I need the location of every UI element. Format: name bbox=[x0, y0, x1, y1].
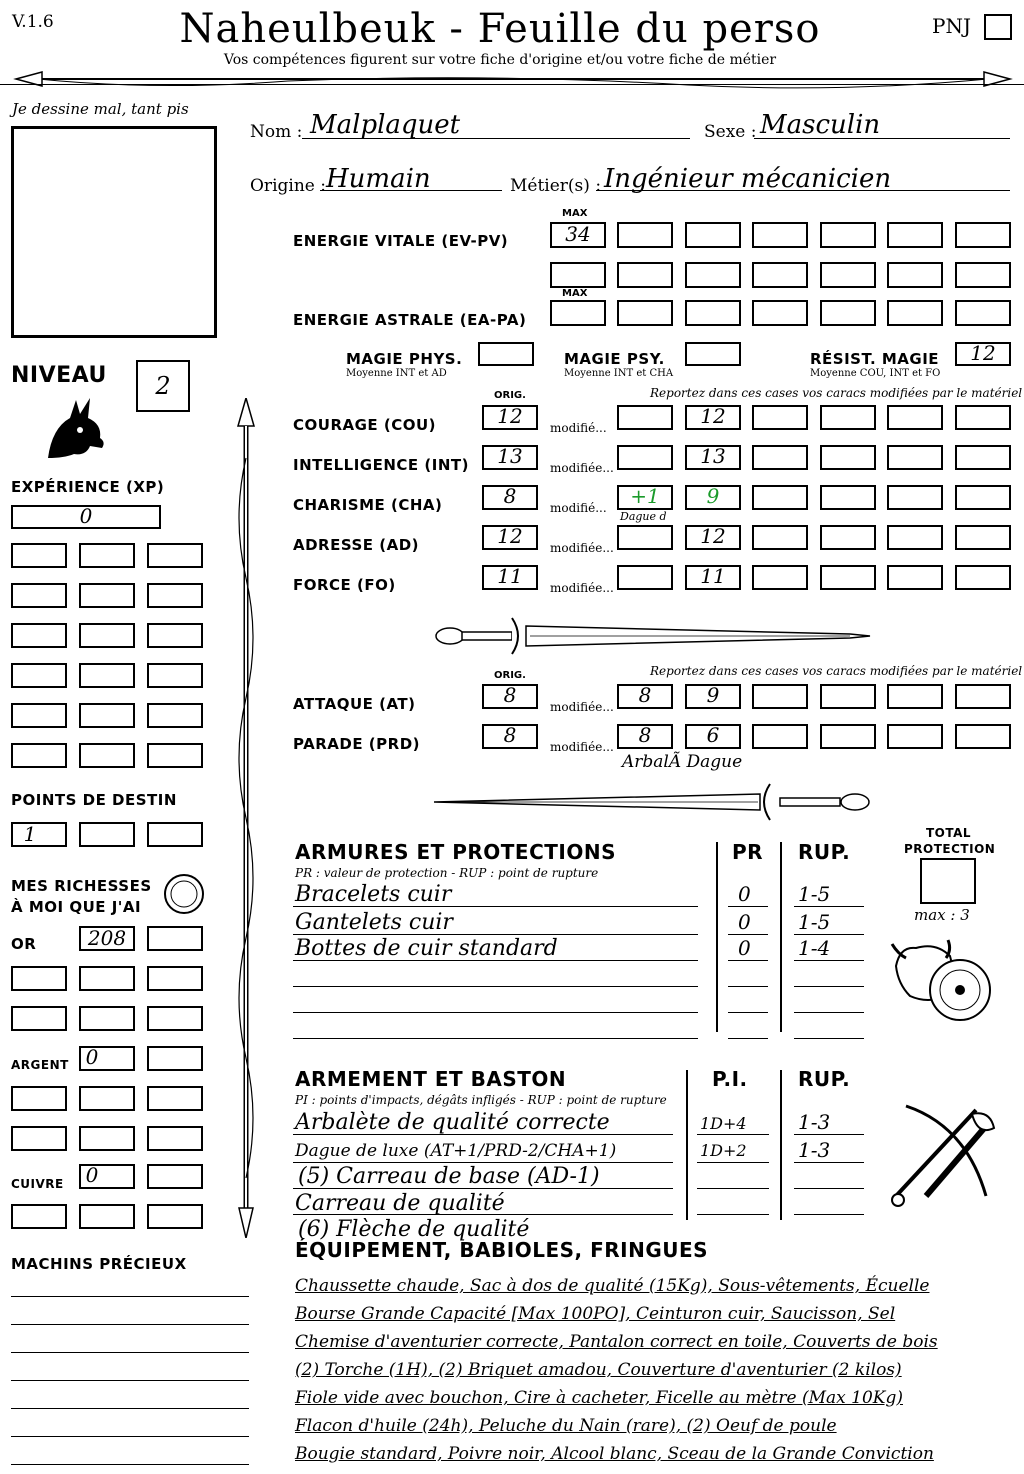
arme-name[interactable]: (6) Flèche de qualité bbox=[298, 1217, 530, 1242]
niveau-box[interactable] bbox=[136, 360, 190, 412]
ea-max-box[interactable] bbox=[550, 300, 606, 326]
carac-mod-label: modifiée... bbox=[550, 581, 614, 595]
parade-label: PARADE (PRD) bbox=[293, 735, 421, 753]
argent-box[interactable] bbox=[147, 1046, 203, 1071]
carac-box[interactable] bbox=[752, 565, 808, 590]
carac-value: 11 bbox=[700, 564, 726, 588]
armure-line bbox=[728, 906, 768, 907]
total-protection-box[interactable] bbox=[920, 858, 976, 904]
xp-cell[interactable] bbox=[147, 703, 203, 728]
xp-label: EXPÉRIENCE (XP) bbox=[11, 478, 165, 496]
attaque-box[interactable] bbox=[820, 684, 876, 709]
spear-icon bbox=[226, 398, 266, 1238]
or-label: OR bbox=[11, 935, 37, 953]
xp-cell[interactable] bbox=[11, 623, 67, 648]
portrait-box[interactable] bbox=[11, 126, 217, 338]
carac-label: ADRESSE (AD) bbox=[293, 536, 420, 554]
attaque-mod-value: 8 bbox=[638, 683, 652, 707]
argent-box[interactable] bbox=[11, 1126, 67, 1151]
armures-pr-label: PR bbox=[732, 840, 764, 864]
resist-magie-box[interactable] bbox=[955, 342, 1011, 366]
cuivre-label: CUIVRE bbox=[11, 1177, 64, 1191]
carac-box[interactable] bbox=[887, 565, 943, 590]
origine-value[interactable]: Humain bbox=[326, 164, 431, 194]
metier-value[interactable]: Ingénieur mécanicien bbox=[604, 164, 892, 194]
carac-box[interactable] bbox=[685, 525, 741, 550]
niveau-value: 2 bbox=[155, 372, 171, 400]
attaque-orig-value: 8 bbox=[503, 683, 517, 707]
arme-line bbox=[697, 1134, 769, 1135]
armure-rup[interactable]: 1-5 bbox=[798, 882, 831, 906]
xp-cell[interactable] bbox=[147, 623, 203, 648]
magie-phys-label: MAGIE PHYS. bbox=[346, 350, 463, 368]
ea-box[interactable] bbox=[685, 300, 741, 326]
caracs-report-note: Reportez dans ces cases vos caracs modifiées par le matériel bbox=[650, 386, 1023, 400]
ea-box[interactable] bbox=[955, 300, 1011, 326]
carac-box[interactable] bbox=[955, 445, 1011, 470]
parade-mod-value: 8 bbox=[638, 723, 652, 747]
armure-line bbox=[794, 934, 864, 935]
carac-value: 13 bbox=[700, 444, 726, 468]
metier-label: Métier(s) : bbox=[510, 176, 602, 196]
or-box[interactable] bbox=[147, 926, 203, 951]
armure-line[interactable] bbox=[728, 1012, 768, 1013]
armure-name[interactable]: Gantelets cuir bbox=[295, 910, 453, 935]
sword-icon bbox=[430, 780, 875, 824]
xp-cell[interactable] bbox=[147, 583, 203, 608]
armement-divider bbox=[780, 1070, 782, 1220]
carac-value: 12 bbox=[700, 404, 726, 428]
ev-box[interactable] bbox=[685, 222, 741, 248]
ea-max-label: MAX bbox=[562, 288, 588, 299]
argent-box[interactable] bbox=[147, 1086, 203, 1111]
carac-box[interactable] bbox=[820, 565, 876, 590]
xp-cell[interactable] bbox=[79, 663, 135, 688]
total-label-1: TOTAL bbox=[926, 826, 972, 840]
xp-cell[interactable] bbox=[11, 583, 67, 608]
armure-pr[interactable]: 0 bbox=[738, 936, 751, 960]
cuivre-box[interactable] bbox=[147, 1204, 203, 1229]
ev-box[interactable] bbox=[617, 222, 673, 248]
armures-rup-label: RUP. bbox=[798, 840, 851, 864]
combat-orig-label: ORIG. bbox=[494, 670, 526, 681]
or-value: 208 bbox=[87, 926, 127, 950]
xp-cell[interactable] bbox=[11, 743, 67, 768]
carac-mod-label: modifiée... bbox=[550, 541, 614, 555]
or-box[interactable] bbox=[11, 966, 67, 991]
xp-cell[interactable] bbox=[147, 663, 203, 688]
cuivre-box[interactable] bbox=[11, 1204, 67, 1229]
ev-box[interactable] bbox=[820, 262, 876, 288]
parade-orig-value: 8 bbox=[503, 723, 517, 747]
carac-label: FORCE (FO) bbox=[293, 576, 396, 594]
armure-pr[interactable]: 0 bbox=[738, 910, 751, 934]
parade-mod-label: modifiée... bbox=[550, 740, 614, 754]
sexe-label: Sexe : bbox=[704, 122, 757, 142]
carac-orig-value: 8 bbox=[503, 484, 517, 508]
crossed-weapons-icon bbox=[886, 1096, 1006, 1216]
carac-mod-label: modifié... bbox=[550, 421, 607, 435]
cuivre-box[interactable] bbox=[147, 1164, 203, 1189]
nom-line bbox=[302, 138, 690, 139]
attaque-mod-label: modifiée... bbox=[550, 700, 614, 714]
resist-magie-label: RÉSIST. MAGIE bbox=[810, 350, 940, 368]
caracs-orig-label: ORIG. bbox=[494, 390, 526, 401]
argent-box[interactable] bbox=[79, 1086, 135, 1111]
parade-box[interactable] bbox=[887, 724, 943, 749]
xp-cell[interactable] bbox=[79, 543, 135, 568]
arme-line bbox=[697, 1188, 769, 1189]
armure-line bbox=[794, 960, 864, 961]
machins-line[interactable] bbox=[11, 1352, 249, 1353]
carac-mod-box[interactable] bbox=[617, 485, 673, 510]
arme-line bbox=[293, 1214, 673, 1215]
arme-line bbox=[697, 1214, 769, 1215]
carac-mod-box[interactable] bbox=[617, 445, 673, 470]
xp-value: 0 bbox=[79, 504, 93, 528]
xp-cell[interactable] bbox=[79, 703, 135, 728]
origine-label: Origine : bbox=[250, 176, 326, 196]
equipement-line[interactable]: Fiole vide avec bouchon, Cire à cacheter, Ficelle au mètre (Max 10Kg) bbox=[295, 1388, 903, 1408]
top-rule bbox=[0, 84, 1024, 85]
total-max-label: max : 3 bbox=[914, 906, 970, 924]
combat-report-note: Reportez dans ces cases vos caracs modifiées par le matériel bbox=[650, 664, 1023, 678]
xp-cell[interactable] bbox=[11, 543, 67, 568]
magie-phys-sub: Moyenne INT et AD bbox=[346, 368, 447, 379]
pnj-checkbox[interactable] bbox=[984, 14, 1012, 40]
machins-line[interactable] bbox=[11, 1436, 249, 1437]
sword-icon bbox=[430, 614, 875, 658]
xp-cell[interactable] bbox=[79, 623, 135, 648]
carac-box[interactable] bbox=[887, 485, 943, 510]
or-box[interactable] bbox=[79, 1006, 135, 1031]
arme-line bbox=[293, 1134, 673, 1135]
armure-line bbox=[293, 934, 698, 935]
dragon-icon bbox=[40, 392, 106, 464]
carac-orig-box[interactable] bbox=[482, 445, 538, 470]
magie-psy-box[interactable] bbox=[685, 342, 741, 366]
carac-box[interactable] bbox=[820, 445, 876, 470]
equipement-line[interactable]: Bougie standard, Poivre noir, Alcool blanc, Sceau de la Grande Conviction bbox=[295, 1444, 934, 1464]
equipement-line[interactable]: Chaussette chaude, Sac à dos de qualité (15Kg), Sous-vêtements, Écuelle bbox=[295, 1276, 930, 1296]
ev-max-label: MAX bbox=[562, 208, 588, 219]
argent-box[interactable] bbox=[79, 1126, 135, 1151]
carac-box[interactable] bbox=[820, 405, 876, 430]
armement-sub: PI : points d'impacts, dégâts infligés - RUP : point de rupture bbox=[295, 1093, 667, 1107]
ev-box[interactable] bbox=[955, 262, 1011, 288]
carac-box[interactable] bbox=[685, 405, 741, 430]
destin-value: 1 bbox=[23, 822, 37, 846]
carac-mod-box[interactable] bbox=[617, 565, 673, 590]
version-label: V.1.6 bbox=[12, 12, 54, 32]
attaque-orig-box[interactable] bbox=[482, 684, 538, 709]
arme-line bbox=[697, 1162, 769, 1163]
origine-line bbox=[320, 190, 502, 191]
total-label-2: PROTECTION bbox=[904, 842, 996, 856]
ev-box[interactable] bbox=[550, 262, 606, 288]
armure-line[interactable] bbox=[293, 1038, 698, 1039]
carac-mod-label: modifiée... bbox=[550, 461, 614, 475]
resist-magie-value: 12 bbox=[970, 341, 996, 365]
equipement-title: ÉQUIPEMENT, BABIOLES, FRINGUES bbox=[295, 1238, 709, 1262]
arme-name[interactable]: Arbalète de qualité correcte bbox=[295, 1110, 610, 1135]
spear-divider-icon bbox=[8, 66, 1018, 92]
combat-note: ArbalÃ Dague bbox=[622, 752, 743, 772]
destin-label: POINTS DE DESTIN bbox=[11, 791, 177, 809]
machins-line[interactable] bbox=[11, 1380, 249, 1381]
magie-phys-box[interactable] bbox=[478, 342, 534, 366]
attaque-box[interactable] bbox=[887, 684, 943, 709]
armure-line bbox=[794, 906, 864, 907]
carac-box[interactable] bbox=[820, 525, 876, 550]
machins-label: MACHINS PRÉCIEUX bbox=[11, 1255, 187, 1273]
attaque-box[interactable] bbox=[685, 684, 741, 709]
ev-box[interactable] bbox=[887, 262, 943, 288]
carac-box[interactable] bbox=[685, 485, 741, 510]
xp-cell[interactable] bbox=[11, 703, 67, 728]
armure-name[interactable]: Bottes de cuir standard bbox=[295, 936, 558, 961]
ea-box[interactable] bbox=[887, 300, 943, 326]
attaque-label: ATTAQUE (AT) bbox=[293, 695, 416, 713]
parade-mod-box[interactable] bbox=[617, 724, 673, 749]
equipement-line[interactable]: Chemise d'aventurier correcte, Pantalon correct en toile, Couverts de bois bbox=[295, 1332, 938, 1352]
armure-line[interactable] bbox=[728, 1038, 768, 1039]
argent-box[interactable] bbox=[79, 1046, 135, 1071]
armures-title: ARMURES ET PROTECTIONS bbox=[295, 840, 616, 864]
carac-box[interactable] bbox=[887, 405, 943, 430]
attaque-mod-box[interactable] bbox=[617, 684, 673, 709]
carac-box[interactable] bbox=[955, 525, 1011, 550]
argent-box[interactable] bbox=[147, 1126, 203, 1151]
destin-box[interactable] bbox=[11, 822, 67, 847]
parade-box[interactable] bbox=[752, 724, 808, 749]
armures-sub: PR : valeur de protection - RUP : point de rupture bbox=[295, 866, 599, 880]
nom-label: Nom : bbox=[250, 122, 303, 142]
xp-cell[interactable] bbox=[79, 743, 135, 768]
attaque-box[interactable] bbox=[752, 684, 808, 709]
cha-note: Dague d bbox=[620, 510, 667, 523]
carac-box[interactable] bbox=[955, 485, 1011, 510]
carac-box[interactable] bbox=[685, 565, 741, 590]
carac-box[interactable] bbox=[955, 405, 1011, 430]
arme-name[interactable]: Dague de luxe (AT+1/PRD-2/CHA+1) bbox=[295, 1141, 617, 1161]
pnj-label: PNJ bbox=[932, 14, 971, 38]
arme-name[interactable]: (5) Carreau de base (AD-1) bbox=[298, 1164, 600, 1189]
ea-box[interactable] bbox=[820, 300, 876, 326]
arme-line bbox=[293, 1162, 673, 1163]
or-box[interactable] bbox=[147, 1006, 203, 1031]
carac-mod-value: +1 bbox=[630, 484, 660, 508]
cuivre-box[interactable] bbox=[79, 1164, 135, 1189]
metier-line bbox=[596, 190, 1010, 191]
coin-icon bbox=[162, 872, 206, 916]
carac-orig-box[interactable] bbox=[482, 485, 538, 510]
carac-label: CHARISME (CHA) bbox=[293, 496, 443, 514]
carac-orig-box[interactable] bbox=[482, 565, 538, 590]
carac-label: INTELLIGENCE (INT) bbox=[293, 456, 469, 474]
armure-line[interactable] bbox=[794, 1012, 864, 1013]
armure-rup[interactable]: 1-4 bbox=[798, 936, 831, 960]
destin-box[interactable] bbox=[79, 822, 135, 847]
portrait-caption: Je dessine mal, tant pis bbox=[12, 100, 189, 118]
attaque-box[interactable] bbox=[955, 684, 1011, 709]
armure-line bbox=[728, 960, 768, 961]
ev-max-value: 34 bbox=[565, 222, 591, 246]
ev-box[interactable] bbox=[887, 222, 943, 248]
richesses-label-1: MES RICHESSES bbox=[11, 877, 152, 895]
xp-cell[interactable] bbox=[147, 543, 203, 568]
ea-box[interactable] bbox=[617, 300, 673, 326]
cuivre-value: 0 bbox=[85, 1163, 99, 1187]
carac-box[interactable] bbox=[752, 405, 808, 430]
xp-cell[interactable] bbox=[79, 583, 135, 608]
armure-line bbox=[293, 960, 698, 961]
or-box[interactable] bbox=[79, 966, 135, 991]
carac-value: 9 bbox=[706, 484, 720, 508]
armure-line bbox=[728, 934, 768, 935]
carac-label: COURAGE (COU) bbox=[293, 416, 437, 434]
machins-line[interactable] bbox=[11, 1324, 249, 1325]
nom-value[interactable]: Malplaquet bbox=[310, 110, 461, 140]
arme-line bbox=[794, 1134, 864, 1135]
ev-box[interactable] bbox=[752, 222, 808, 248]
arme-pi[interactable]: 1D+2 bbox=[700, 1141, 747, 1160]
ev-box[interactable] bbox=[955, 222, 1011, 248]
ea-box[interactable] bbox=[752, 300, 808, 326]
carac-orig-value: 12 bbox=[497, 524, 523, 548]
armure-pr[interactable]: 0 bbox=[738, 882, 751, 906]
armures-divider bbox=[780, 842, 782, 1032]
resist-magie-sub: Moyenne COU, INT et FO bbox=[810, 368, 941, 379]
ev-box[interactable] bbox=[752, 262, 808, 288]
sheet-subtitle: Vos compétences figurent sur votre fiche d'origine et/ou votre fiche de métier bbox=[223, 52, 777, 68]
parade-orig-box[interactable] bbox=[482, 724, 538, 749]
armure-line[interactable] bbox=[794, 986, 864, 987]
ev-box[interactable] bbox=[685, 262, 741, 288]
ev-box[interactable] bbox=[820, 222, 876, 248]
argent-label: ARGENT bbox=[11, 1058, 69, 1072]
arme-pi[interactable]: 1D+4 bbox=[700, 1114, 747, 1133]
armement-pi-label: P.I. bbox=[712, 1067, 748, 1091]
armure-line[interactable] bbox=[293, 986, 698, 987]
or-box[interactable] bbox=[79, 926, 135, 951]
niveau-label: NIVEAU bbox=[11, 363, 107, 388]
arme-line bbox=[794, 1214, 864, 1215]
destin-box[interactable] bbox=[147, 822, 203, 847]
sexe-line bbox=[754, 138, 1010, 139]
xp-cell[interactable] bbox=[11, 663, 67, 688]
armure-name[interactable]: Bracelets cuir bbox=[295, 882, 452, 907]
parade-box[interactable] bbox=[820, 724, 876, 749]
parade-box[interactable] bbox=[685, 724, 741, 749]
machins-line[interactable] bbox=[11, 1408, 249, 1409]
ev-label: ENERGIE VITALE (EV-PV) bbox=[293, 232, 509, 250]
armures-divider bbox=[716, 842, 718, 1032]
armement-rup-label: RUP. bbox=[798, 1067, 851, 1091]
ev-box[interactable] bbox=[617, 262, 673, 288]
arme-rup[interactable]: 1-3 bbox=[798, 1138, 831, 1162]
armement-divider bbox=[686, 1070, 688, 1220]
ev-max-box[interactable] bbox=[550, 222, 606, 248]
armure-rup[interactable]: 1-5 bbox=[798, 910, 831, 934]
carac-box[interactable] bbox=[752, 445, 808, 470]
richesses-label-2: À MOI QUE J'AI bbox=[11, 898, 142, 916]
armure-line[interactable] bbox=[293, 1012, 698, 1013]
or-box[interactable] bbox=[147, 966, 203, 991]
armure-line[interactable] bbox=[728, 986, 768, 987]
armement-title: ARMEMENT ET BASTON bbox=[295, 1067, 567, 1091]
cuivre-box[interactable] bbox=[79, 1204, 135, 1229]
arme-line bbox=[293, 1188, 673, 1189]
carac-orig-box[interactable] bbox=[482, 525, 538, 550]
carac-orig-value: 12 bbox=[497, 404, 523, 428]
attaque-value: 9 bbox=[706, 683, 720, 707]
or-box[interactable] bbox=[11, 1006, 67, 1031]
ea-label: ENERGIE ASTRALE (EA-PA) bbox=[293, 311, 527, 329]
armure-line[interactable] bbox=[794, 1038, 864, 1039]
arme-rup[interactable]: 1-3 bbox=[798, 1110, 831, 1134]
magie-psy-label: MAGIE PSY. bbox=[564, 350, 665, 368]
carac-orig-box[interactable] bbox=[482, 405, 538, 430]
arme-line bbox=[794, 1162, 864, 1163]
arme-name[interactable]: Carreau de qualité bbox=[295, 1191, 505, 1216]
parade-box[interactable] bbox=[955, 724, 1011, 749]
equipement-line[interactable]: Flacon d'huile (24h), Peluche du Nain (rare), (2) Oeuf de poule bbox=[295, 1416, 837, 1436]
carac-mod-box[interactable] bbox=[617, 405, 673, 430]
carac-box[interactable] bbox=[685, 445, 741, 470]
argent-value: 0 bbox=[85, 1045, 99, 1069]
arme-line bbox=[794, 1188, 864, 1189]
carac-mod-box[interactable] bbox=[617, 525, 673, 550]
armure-line bbox=[293, 906, 698, 907]
sheet-title: Naheulbeuk - Feuille du perso bbox=[179, 6, 821, 52]
argent-box[interactable] bbox=[11, 1086, 67, 1111]
carac-orig-value: 13 bbox=[497, 444, 523, 468]
xp-cell[interactable] bbox=[147, 743, 203, 768]
xp-box[interactable] bbox=[11, 505, 161, 529]
carac-box[interactable] bbox=[752, 485, 808, 510]
carac-box[interactable] bbox=[955, 565, 1011, 590]
carac-box[interactable] bbox=[820, 485, 876, 510]
magie-psy-sub: Moyenne INT et CHA bbox=[564, 368, 674, 379]
machins-line[interactable] bbox=[11, 1296, 249, 1297]
equipement-line[interactable]: (2) Torche (1H), (2) Briquet amadou, Couverture d'aventurier (2 kilos) bbox=[295, 1360, 902, 1380]
parade-value: 6 bbox=[706, 723, 720, 747]
sexe-value[interactable]: Masculin bbox=[760, 110, 881, 140]
carac-value: 12 bbox=[700, 524, 726, 548]
carac-box[interactable] bbox=[887, 525, 943, 550]
carac-orig-value: 11 bbox=[497, 564, 523, 588]
machins-line[interactable] bbox=[11, 1464, 249, 1465]
carac-mod-label: modifié... bbox=[550, 501, 607, 515]
helmet-shield-icon bbox=[888, 926, 998, 1036]
carac-box[interactable] bbox=[887, 445, 943, 470]
carac-box[interactable] bbox=[752, 525, 808, 550]
equipement-line[interactable]: Bourse Grande Capacité [Max 100PO], Ceinturon cuir, Saucisson, Sel bbox=[295, 1304, 896, 1324]
